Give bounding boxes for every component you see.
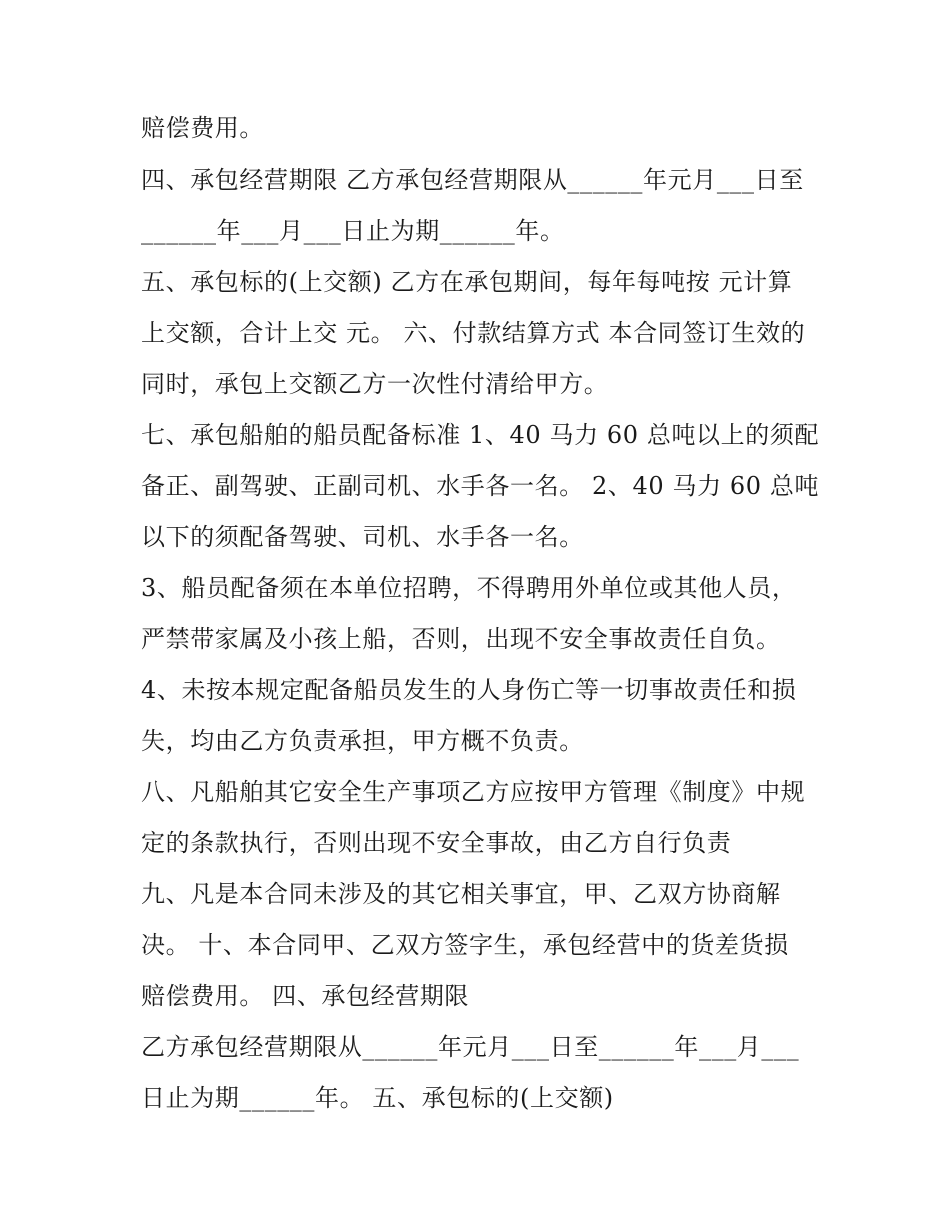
text-line: 乙方承包经营期限从______年元月___日至______年___月___ bbox=[141, 1033, 800, 1061]
text-line: 五、承包标的(上交额) 乙方在承包期间，每年每吨按 元计算 bbox=[141, 268, 793, 296]
text-line: 3、船员配备须在本单位招聘，不得聘用外单位或其他人员， bbox=[141, 574, 797, 602]
text-line: 赔偿费用。 bbox=[141, 114, 264, 142]
text-line: 同时，承包上交额乙方一次性付清给甲方。 bbox=[141, 370, 609, 398]
text-line: 八、凡船舶其它安全生产事项乙方应按甲方管理《制度》中规 bbox=[141, 778, 806, 806]
text-line: 九、凡是本合同未涉及的其它相关事宜，甲、乙双方协商解 bbox=[141, 880, 781, 908]
text-line: 备正、副驾驶、正副司机、水手各一名。 2、40 马力 60 总吨 bbox=[141, 472, 820, 500]
text-line: 定的条款执行，否则出现不安全事故，由乙方自行负责 bbox=[141, 829, 732, 857]
text-line: 4、未按本规定配备船员发生的人身伤亡等一切事故责任和损 bbox=[141, 676, 797, 704]
text-line: 失，均由乙方负责承担，甲方概不负责。 bbox=[141, 727, 584, 755]
text-line: 以下的须配备驾驶、司机、水手各一名。 bbox=[141, 523, 584, 551]
text-line: 日止为期______年。 五、承包标的(上交额) bbox=[141, 1084, 614, 1112]
text-line: ______年___月___日止为期______年。 bbox=[141, 217, 565, 245]
text-line: 七、承包船舶的船员配备标准 1、40 马力 60 总吨以上的须配 bbox=[141, 421, 820, 449]
text-line: 赔偿费用。 四、承包经营期限 bbox=[141, 982, 470, 1010]
text-line: 四、承包经营期限 乙方承包经营期限从______年元月___日至 bbox=[141, 166, 804, 194]
text-line: 上交额，合计上交 元。 六、付款结算方式 本合同签订生效的 bbox=[141, 319, 806, 347]
text-line: 决。 十、本合同甲、乙双方签字生，承包经营中的货差货损 bbox=[141, 931, 789, 959]
text-line: 严禁带家属及小孩上船，否则，出现不安全事故责任自负。 bbox=[141, 625, 781, 653]
